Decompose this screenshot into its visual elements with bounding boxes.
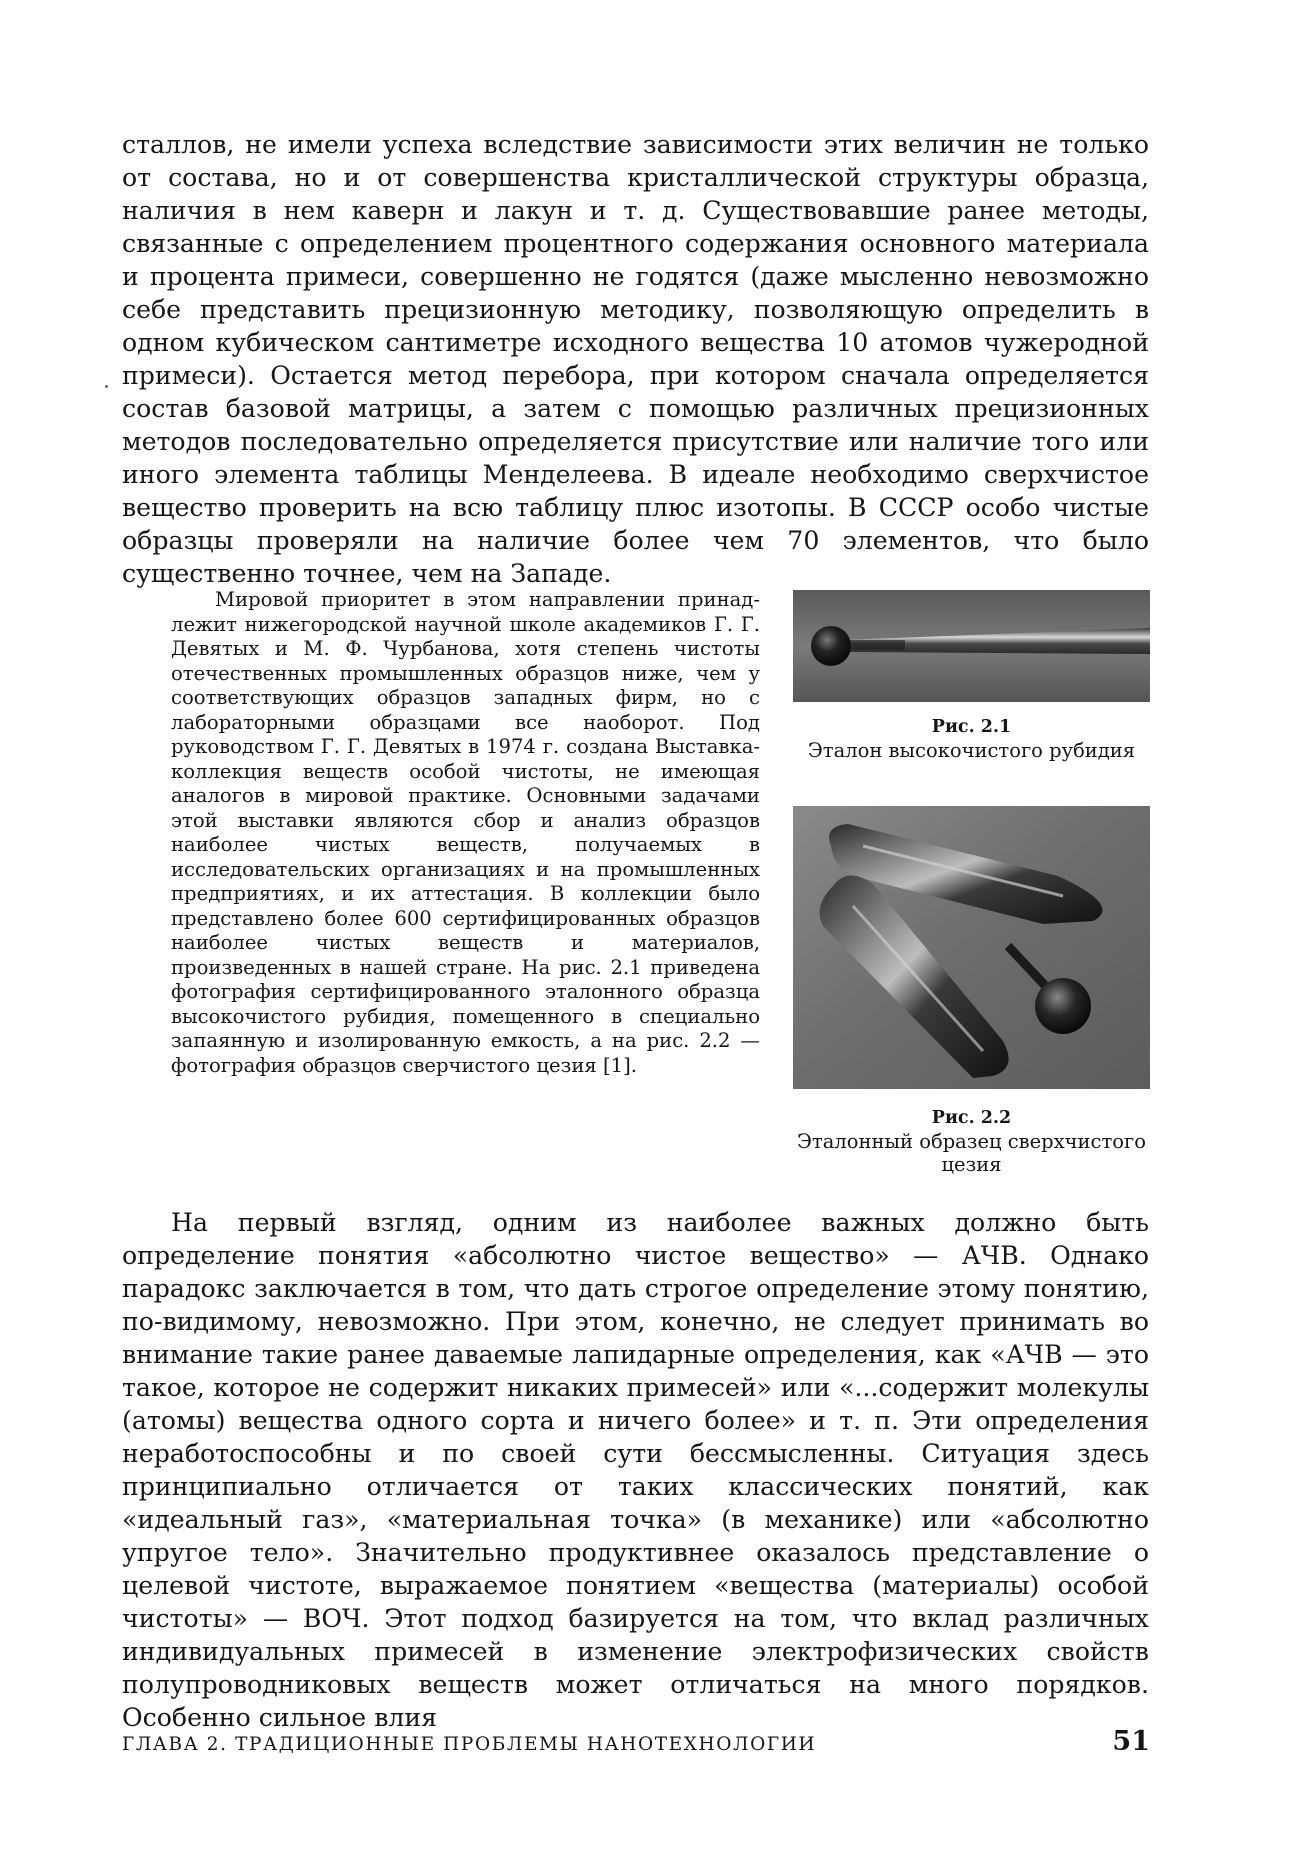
figure-2-2-text: Эталонный образец сверхчистого цезия (797, 1130, 1146, 1176)
figure-2-1-caption (793, 716, 1150, 762)
figure-2-1-text: Эталон высокочистого рубидия (807, 739, 1136, 762)
figure-2-2-caption (793, 1107, 1150, 1176)
figure-2-1-photo (793, 590, 1150, 702)
cesium-ampoules-photo-icon (793, 806, 1150, 1089)
rubidium-ampoule-photo-icon (793, 590, 1150, 702)
body-paragraph-side: Мировой приоритет в этом направлении принадлежит нижегородской научной школе академиков Г. Г. Девятых и М. Ф. Чурбанова, хотя степень чистоты отечественных промышленных образцов ниже, чем у соответствующих образцов западных фирм, но с лабораторными образцами все наоборот. Под руководством Г. Г. Девятых в 1974 г. создана Выставка-коллекция веществ особой чистоты, не имеющая аналогов в мировой практике. Основными задачами этой выставки являются сбор и анализ образцов наиболее чистых веществ, получаемых в исследовательских организациях и на промышленных предприятиях, и их аттестация. В коллекции было представлено более 600 сертифицированных образцов наиболее чистых веществ и материалов, произведенных в нашей стране. На рис. 2.1 приведена фотография сертифицированного эталонного образца высокочистого рубидия, помещенного в специально запаянную и изолированную емкость, а на рис. 2.2 — фотография образцов сверчистого цезия [1]. (171, 588, 760, 1077)
scan-speck (105, 385, 108, 388)
body-paragraph-top: сталлов, не имели успеха вследствие зависимости этих величин не только от состава, но и от совершенства кристаллической структуры образца, наличия в нем каверн и лакун и т. д. Существовавшие ранее методы, связанные с определением процентного содержания основного материала и процента примеси, совершенно не годятся (даже мысленно невозможно себе представить прецизионную методику, позволяющую определить в одном кубическом сантиметре исходного вещества 10 атомов чужеродной примеси). Остается метод перебора, при котором сначала определяется состав базовой матрицы, а затем с помощью различных прецизионных методов последовательно определяется присутствие или наличие того или иного элемента таблицы Менделеева. В идеале необходимо сверхчистое вещество проверить на всю таблицу плюс изотопы. В СССР особо чистые образцы проверяли на наличие более чем 70 элементов, что было существенно точнее, чем на Западе. (122, 130, 1149, 588)
page-number: 51 (1112, 1726, 1150, 1757)
figure-2-2-label: Рис. 2.2 (931, 1108, 1012, 1128)
body-paragraph-bottom: На первый взгляд, одним из наиболее важных должно быть определение понятия «абсолютно чистое вещество» — АЧВ. Однако парадокс заключается в том, что дать строгое определение этому понятию, по-видимому, невозможно. При этом, конечно, не следует принимать во внимание такие ранее даваемые лапидарные определения, как «АЧВ — это такое, которое не содержит никаких примесей» или «...содержит молекулы (атомы) вещества одного сорта и ничего более» и т. п. Эти определения неработоспособны и по своей сути бессмысленны. Ситуация здесь принципиально отличается от таких классических понятий, как «идеальный газ», «материальная точка» (в механике) или «абсолютно упругое тело». Значительно продуктивнее оказалось представление о целевой чистоте, выражаемое понятием «вещества (материалы) особой чистоты» — ВОЧ. Этот подход базируется на том, что вклад различных индивидуальных примесей в изменение электрофизических свойств полупроводниковых веществ может отличаться на много порядков. Особенно сильное влия (122, 1208, 1149, 1732)
figure-2-1-label: Рис. 2.1 (931, 717, 1012, 737)
running-footer-chapter-title: ГЛАВА 2. ТРАДИЦИОННЫЕ ПРОБЛЕМЫ НАНОТЕХНОЛОГИИ (122, 1734, 817, 1755)
figure-2-2-photo (793, 806, 1150, 1089)
